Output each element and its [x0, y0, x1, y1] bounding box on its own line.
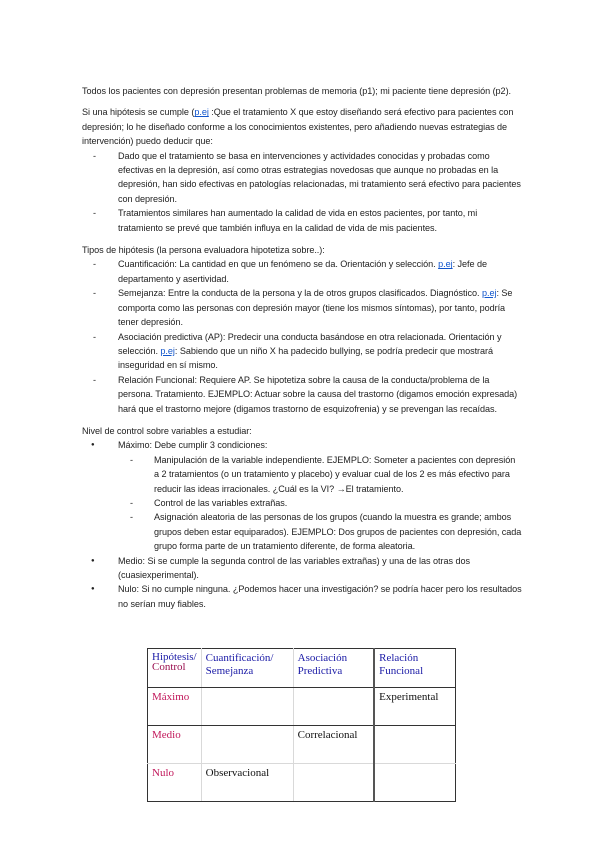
list-item: - Manipulación de la variable independiente. EJEMPLO: Someter a pacientes con depresión a 2 tratamientos (o un tratamiento y placebo) y evaluar cual de los 2 es más efectivo para reducir las ideas irracionales. ¿Cuál es la VI? →El tratamiento.: [154, 453, 522, 496]
types-heading: Tipos de hipótesis (la persona evaluadora hipotetiza sobre..):: [82, 245, 325, 256]
table-header-row: [148, 649, 456, 688]
maximo-conditions: [118, 453, 522, 554]
example-link[interactable]: p.ej: [481, 288, 497, 299]
control-level-list: [82, 438, 522, 611]
row-label: Nulo: [148, 764, 202, 802]
table-cell: [201, 726, 293, 764]
list-item: - Dado que el tratamiento se basa en intervenciones y actividades conocidas y probadas como efectivas en la depresión, así como otras estrategias novedosas que aunque no probadas en la depresión, han sido efectivas en patologías relacionadas, mi tratamiento será efectivo para pacientes con depresión.: [118, 149, 522, 207]
text: : Jefe de departamento y asertividad.: [118, 259, 488, 284]
text: Asociación predictiva (AP): Predecir una conducta basándose en otra relacionada. Orientación y selección.: [118, 331, 502, 356]
text: Máximo: Debe cumplir 3 condiciones:: [118, 440, 268, 451]
corner-top-label: Hipótesis/: [152, 651, 197, 663]
column-header: Asociación Predictiva: [293, 649, 374, 688]
text: :Que el tratamiento X que estoy diseñando será efectivo para pacientes con depresión; lo he diseñado conforme a los conocimientos existentes, pero añadiendo nuevas estrategias de intervención) puedo deducir que:: [82, 107, 514, 147]
table-row: [148, 688, 456, 726]
table-cell: [374, 764, 455, 802]
column-header: Relación Funcional: [374, 649, 455, 688]
corner-bottom-label: Control: [152, 661, 186, 673]
table-cell: Correlacional: [293, 726, 374, 764]
text: Si una hipótesis se cumple (: [82, 107, 195, 118]
example-link[interactable]: p.ej: [438, 259, 453, 270]
list-item-nulo: ● Nulo: Si no cumple ninguna. ¿Podemos hacer una investigación? se podría hacer pero los resultados no serían muy fiables.: [118, 582, 522, 611]
text: : Sabiendo que un niño X ha padecido bullying, se podría predecir que mostrará inseguridad en sí mismo.: [118, 345, 494, 371]
example-link[interactable]: p.ej: [194, 107, 209, 118]
corner-cell: [148, 649, 202, 688]
table-cell: Experimental: [374, 688, 455, 726]
table-cell: [201, 688, 293, 726]
control-heading: Nivel de control sobre variables a estudiar:: [82, 425, 252, 436]
table-cell: [374, 726, 455, 764]
types-list: [82, 257, 522, 415]
paragraph-premises: Todos los pacientes con depresión presentan problemas de memoria (p1); mi paciente tiene depresión (p2).: [82, 86, 512, 96]
list-item: [118, 257, 522, 286]
text: Semejanza: Entre la conducta de la persona y la de otros grupos clasificados. Diagnóstico.: [118, 288, 482, 299]
table-row: [148, 726, 456, 764]
row-label: Medio: [148, 726, 202, 764]
list-item: - Tratamientos similares han aumentado la calidad de vida en estos pacientes, por tanto, mi tratamiento se prevé que también influya en la calidad de vida de mis pacientes.: [118, 206, 522, 235]
list-item-medio: ● Medio: Si se cumple la segunda control de las variables extrañas) y una de las otras dos (cuasiexperimental).: [118, 554, 522, 583]
text: : Se comporta como las personas con depresión mayor (tiene los mismos síntomas), por tanto, podría tener depresión.: [118, 288, 513, 328]
table-cell: [293, 764, 374, 802]
deduction-list: [82, 149, 522, 235]
example-link[interactable]: p.ej: [160, 345, 175, 356]
list-item: [118, 286, 522, 329]
text: Cuantificación: La cantidad en que un fenómeno se da. Orientación y selección.: [118, 259, 439, 270]
hypothesis-control-table: [147, 648, 456, 802]
table-row: [148, 764, 456, 802]
list-item: - Asignación aleatoria de las personas de los grupos (cuando la muestra es grande; ambos grupos deben estar equiparados). EJEMPLO: Dos grupos de pacientes con depresión, cada grupo forma parte de un tratamiento diferente, de forma aleatoria.: [154, 510, 522, 553]
list-item: - Control de las variables extrañas.: [154, 496, 522, 510]
column-header: Cuantificación/ Semejanza: [201, 649, 293, 688]
paragraph-hypothesis: [82, 105, 522, 148]
row-label: Máximo: [148, 688, 202, 726]
document-body: [82, 84, 522, 611]
list-item: - Relación Funcional: Requiere AP. Se hipotetiza sobre la causa de la conducta/problema de la persona. Tratamiento. EJEMPLO: Actuar sobre la causa del trastorno (digamos emoción expresada) hará que el trastorno mejore (digamos trastorno de esquizofrenia) y se prevengan las recaídas.: [118, 373, 522, 416]
table-cell: [293, 688, 374, 726]
list-item-maximo: [118, 438, 522, 553]
list-item: [118, 330, 522, 373]
table-cell: Observacional: [201, 764, 293, 802]
